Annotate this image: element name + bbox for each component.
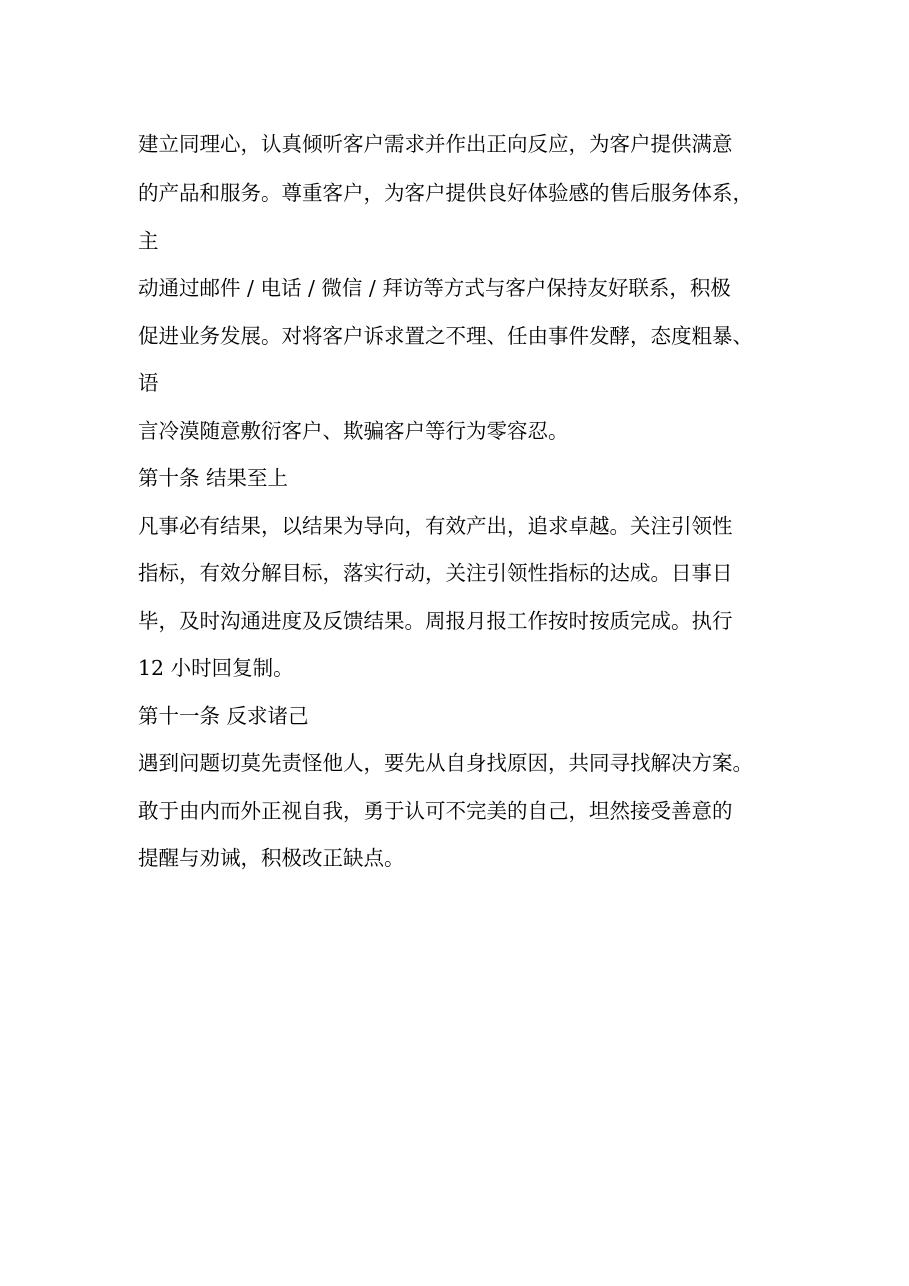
paragraph-line: 敢于由内而外正视自我，勇于认可不完美的自己，坦然接受善意的 — [138, 799, 733, 823]
paragraph-line: 建立同理心，认真倾听客户需求并作出正向反应，为客户提供满意 — [138, 132, 733, 156]
section-heading: 第十一条 反求诸己 — [138, 704, 309, 728]
paragraph-line: 12 小时回复制。 — [138, 656, 294, 680]
paragraph-line: 言冷漠随意敷衍客户、欺骗客户等行为零容忍。 — [138, 419, 569, 443]
paragraph-line: 提醒与劝诫，积极改正缺点。 — [138, 846, 405, 870]
paragraph-line: 的产品和服务。尊重客户，为客户提供良好体验感的售后服务体系， — [138, 181, 753, 205]
paragraph-line: 主 — [138, 229, 159, 253]
paragraph-line: 动通过邮件 / 电话 / 微信 / 拜访等方式与客户保持友好联系，积极 — [138, 276, 731, 300]
paragraph-line: 遇到问题切莫先责怪他人，要先从自身找原因，共同寻找解决方案。 — [138, 751, 753, 775]
paragraph-line: 凡事必有结果，以结果为导向，有效产出，追求卓越。关注引领性 — [138, 514, 733, 538]
paragraph-line: 语 — [138, 371, 159, 395]
paragraph-line: 毕，及时沟通进度及反馈结果。周报月报工作按时按质完成。执行 — [138, 609, 733, 633]
section-heading: 第十条 结果至上 — [138, 466, 289, 490]
paragraph-line: 促进业务发展。对将客户诉求置之不理、任由事件发酵，态度粗暴、 — [138, 324, 753, 348]
paragraph-line: 指标，有效分解目标，落实行动，关注引领性指标的达成。日事日 — [138, 561, 733, 585]
